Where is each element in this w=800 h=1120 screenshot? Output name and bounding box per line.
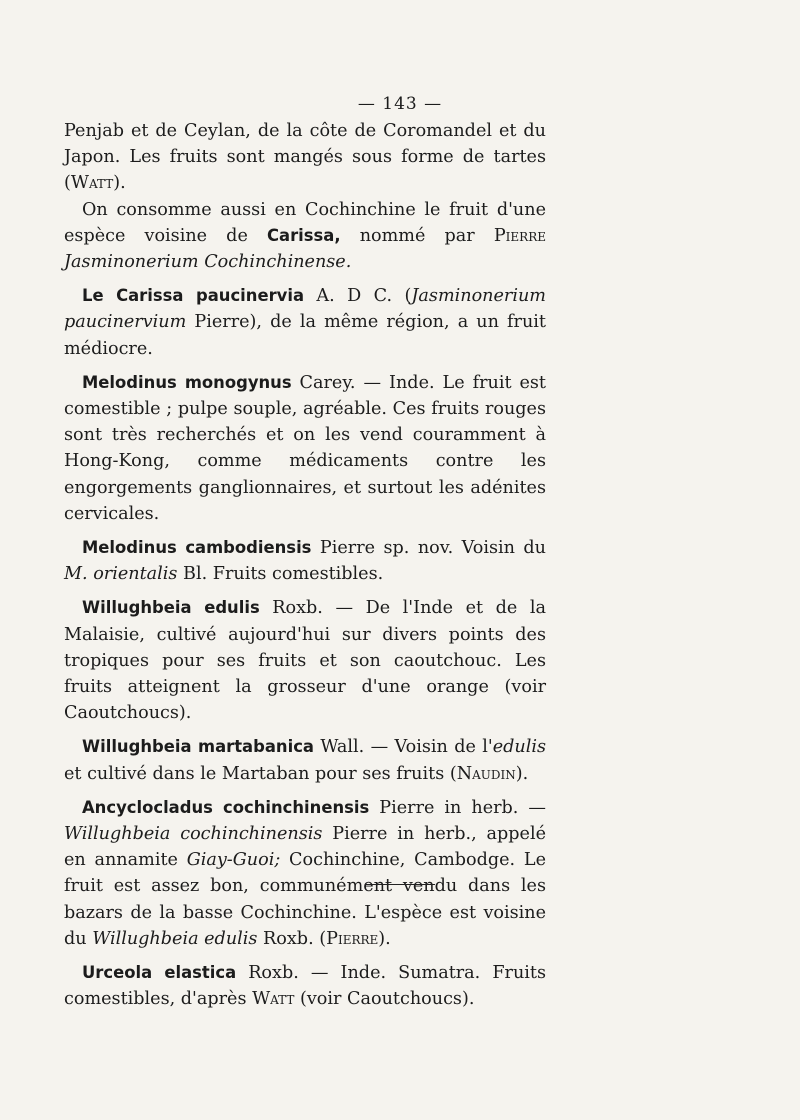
entry-name: Melodinus monogynus bbox=[82, 372, 292, 392]
entry-text: Bl. Fruits comestibles. bbox=[177, 564, 384, 585]
cochinchine-text-b: nommé par bbox=[340, 225, 494, 246]
entry-melodinus-cambodiensis bbox=[64, 535, 546, 587]
entry-italic: M. orientalis bbox=[64, 564, 178, 585]
intro-line-2-end: ). bbox=[113, 173, 126, 194]
entry-willughbeia-edulis bbox=[64, 595, 546, 726]
entry-italic: Giay-Guoi; bbox=[186, 850, 281, 871]
entry-text: ). bbox=[378, 928, 391, 949]
section-divider bbox=[365, 884, 435, 885]
entry-italic: Willughbeia cochinchinensis bbox=[64, 824, 323, 845]
entry-carissa-paucinervia bbox=[64, 283, 546, 362]
cochinchine-text-a: On consomme aussi en Cochinchine le fruit d'une espèce voisine de bbox=[64, 199, 546, 246]
entry-name: Willughbeia edulis bbox=[82, 598, 260, 618]
intro-line-2: Les fruits sont mangés sous forme de tartes ( bbox=[64, 147, 546, 194]
entry-text: Roxb. — De l'Inde et de la Malaisie, cultivé aujourd'hui sur divers points des tropiques pour ses fruits et son caoutchouc. Les fruits atteignent la grosseur d'une orange (voir Caoutchoucs). bbox=[64, 598, 546, 724]
intro-paragraph bbox=[64, 118, 546, 197]
entry-text: Pierre sp. nov. Voisin du bbox=[311, 538, 547, 559]
entry-text: Pierre in herb. — bbox=[369, 797, 546, 818]
entry-text: Pierre), de la même région, a un fruit médiocre. bbox=[64, 312, 546, 359]
entry-italic: edulis bbox=[492, 737, 546, 758]
entry-text: A. D C. ( bbox=[304, 286, 412, 307]
entry-melodinus-monogynus bbox=[64, 370, 546, 527]
author-pierre: Pierre bbox=[493, 225, 546, 246]
entry-text: Roxb. — Inde. Sumatra. Fruits comestibles, d'après bbox=[64, 963, 546, 1010]
entry-text: Pierre in herb., appelé en annamite bbox=[64, 824, 546, 871]
intro-line-1: Penjab et de Ceylan, de la côte de Coromandel et du Japon. bbox=[64, 121, 546, 168]
entry-willughbeia-martabanica bbox=[64, 734, 546, 786]
entry-name: Melodinus cambodiensis bbox=[82, 538, 312, 558]
entry-text: Roxb. ( bbox=[257, 928, 327, 949]
carissa-term: Carissa, bbox=[266, 225, 341, 245]
entry-text: Wall. — Voisin de l' bbox=[313, 737, 493, 758]
author-watt: Watt bbox=[252, 989, 295, 1010]
entry-name: Willughbeia martabanica bbox=[82, 737, 314, 757]
entry-italic: Jasminonerium paucinervium bbox=[64, 286, 546, 333]
entry-ancyclocladus-cochinchinensis bbox=[64, 795, 546, 952]
entry-name: Urceola elastica bbox=[82, 963, 237, 983]
page-body bbox=[64, 118, 546, 1013]
entry-urceola-elastica bbox=[64, 960, 546, 1012]
entry-text: et cultivé dans le Martaban pour ses fruits ( bbox=[64, 763, 457, 784]
entry-text: Carey. — Inde. Le fruit est comestible ; pulpe souple, agréable. Ces fruits rouges sont très recherchés et on les vend couramment à Hong-Kong, comme médicaments contre les engorgements ganglionnaires, et surtout les adénites cervicales. bbox=[64, 372, 546, 524]
entry-name: Le Carissa paucinervia bbox=[82, 286, 305, 306]
entry-italic: Willughbeia edulis bbox=[92, 928, 258, 949]
species-jasminonerium: Jasminonerium Cochinchinense. bbox=[64, 252, 352, 273]
author-naudin: Naudin bbox=[456, 763, 516, 784]
author-pierre: Pierre bbox=[326, 928, 379, 949]
entry-text: (voir Caoutchoucs). bbox=[294, 989, 475, 1010]
entry-text: ). bbox=[515, 763, 529, 784]
author-watt: Watt bbox=[70, 173, 114, 194]
cochinchine-paragraph bbox=[64, 197, 546, 276]
entry-text: Cochinchine, Cambodge. Le fruit est assez bon, communément vendu dans les bazars de la basse Cochinchine. L'espèce est voisine du bbox=[64, 850, 546, 949]
page-number: — 143 — bbox=[357, 94, 443, 114]
entry-name: Ancyclocladus cochinchinensis bbox=[82, 797, 370, 817]
